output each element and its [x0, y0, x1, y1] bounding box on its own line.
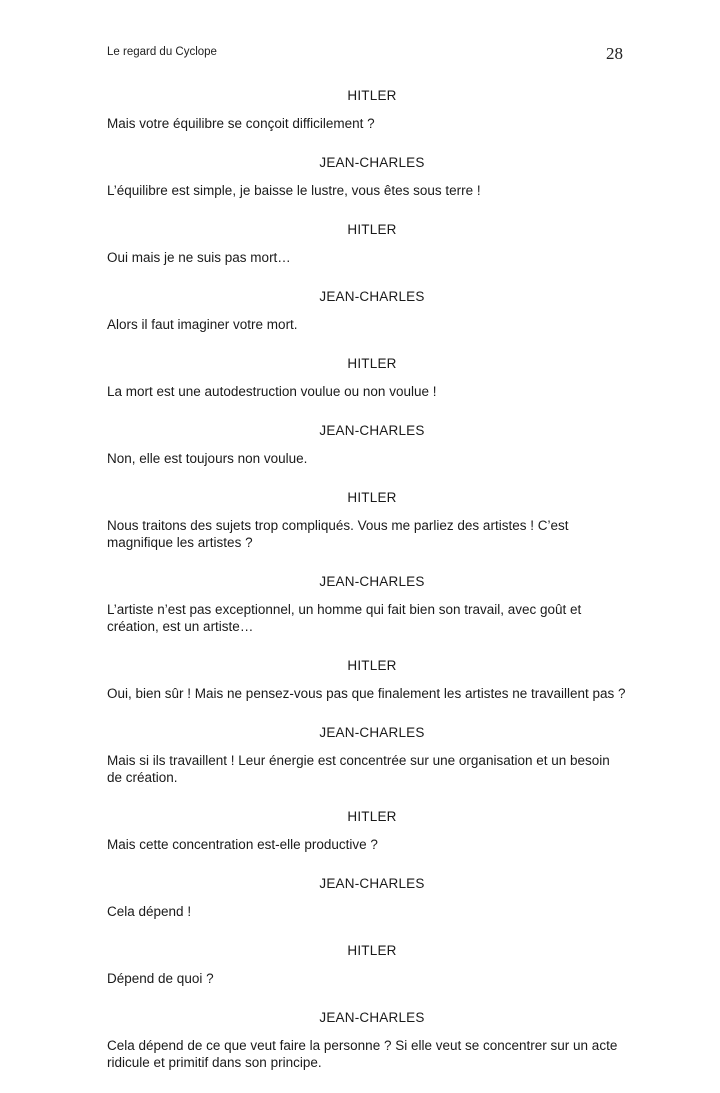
speaker-name: JEAN-CHARLES	[319, 1010, 425, 1025]
dialogue-entry	[107, 355, 627, 400]
speaker-name: JEAN-CHARLES	[319, 725, 425, 740]
speaker-name: JEAN-CHARLES	[319, 289, 425, 304]
dialogue-line: Mais cette concentration est-elle productive ?	[107, 837, 378, 852]
dialogue-block	[107, 87, 627, 1093]
dialogue-line: Dépend de quoi ?	[107, 971, 214, 986]
dialogue-entry	[107, 1009, 627, 1071]
speaker-name: HITLER	[347, 356, 397, 371]
speaker-name: HITLER	[347, 658, 397, 673]
dialogue-entry	[107, 221, 627, 266]
dialogue-line: Cela dépend !	[107, 904, 192, 919]
dialogue-line: Mais votre équilibre se conçoit difficilement ?	[107, 116, 375, 131]
header-title: Le regard du Cyclope	[107, 46, 217, 58]
speaker-name: JEAN-CHARLES	[319, 423, 425, 438]
speaker-name: HITLER	[347, 222, 397, 237]
speaker-name: JEAN-CHARLES	[319, 574, 425, 589]
dialogue-entry	[107, 489, 627, 551]
dialogue-entry	[107, 422, 627, 467]
dialogue-entry	[107, 942, 627, 987]
speaker-name: HITLER	[347, 88, 397, 103]
dialogue-line: Oui mais je ne suis pas mort…	[107, 250, 291, 265]
dialogue-line: Oui, bien sûr ! Mais ne pensez-vous pas que finalement les artistes ne travaillent pas ?	[107, 686, 626, 701]
dialogue-entry	[107, 724, 627, 786]
dialogue-line: Alors il faut imaginer votre mort.	[107, 317, 298, 332]
dialogue-line: Cela dépend de ce que veut faire la personne ? Si elle veut se concentrer sur un acte ridicule et primitif dans son principe.	[107, 1038, 618, 1070]
dialogue-entry	[107, 154, 627, 199]
dialogue-entry	[107, 875, 627, 920]
page-number: 28	[606, 44, 623, 63]
dialogue-line: L’artiste n’est pas exceptionnel, un homme qui fait bien son travail, avec goût et création, est un artiste…	[107, 602, 582, 634]
dialogue-entry	[107, 657, 627, 702]
speaker-name: HITLER	[347, 490, 397, 505]
speaker-name: JEAN-CHARLES	[319, 876, 425, 891]
dialogue-line: Nous traitons des sujets trop compliqués. Vous me parliez des artistes ! C’est magnifique les artistes ?	[107, 518, 569, 550]
dialogue-entry	[107, 808, 627, 853]
dialogue-entry	[107, 87, 627, 132]
dialogue-entry	[107, 573, 627, 635]
dialogue-entry	[107, 288, 627, 333]
dialogue-line: L’équilibre est simple, je baisse le lustre, vous êtes sous terre !	[107, 183, 481, 198]
speaker-name: HITLER	[347, 809, 397, 824]
dialogue-line: Non, elle est toujours non voulue.	[107, 451, 308, 466]
speaker-name: JEAN-CHARLES	[319, 155, 425, 170]
dialogue-line: La mort est une autodestruction voulue ou non voulue !	[107, 384, 437, 399]
dialogue-line: Mais si ils travaillent ! Leur énergie est concentrée sur une organisation et un besoin de création.	[107, 753, 610, 785]
speaker-name: HITLER	[347, 943, 397, 958]
